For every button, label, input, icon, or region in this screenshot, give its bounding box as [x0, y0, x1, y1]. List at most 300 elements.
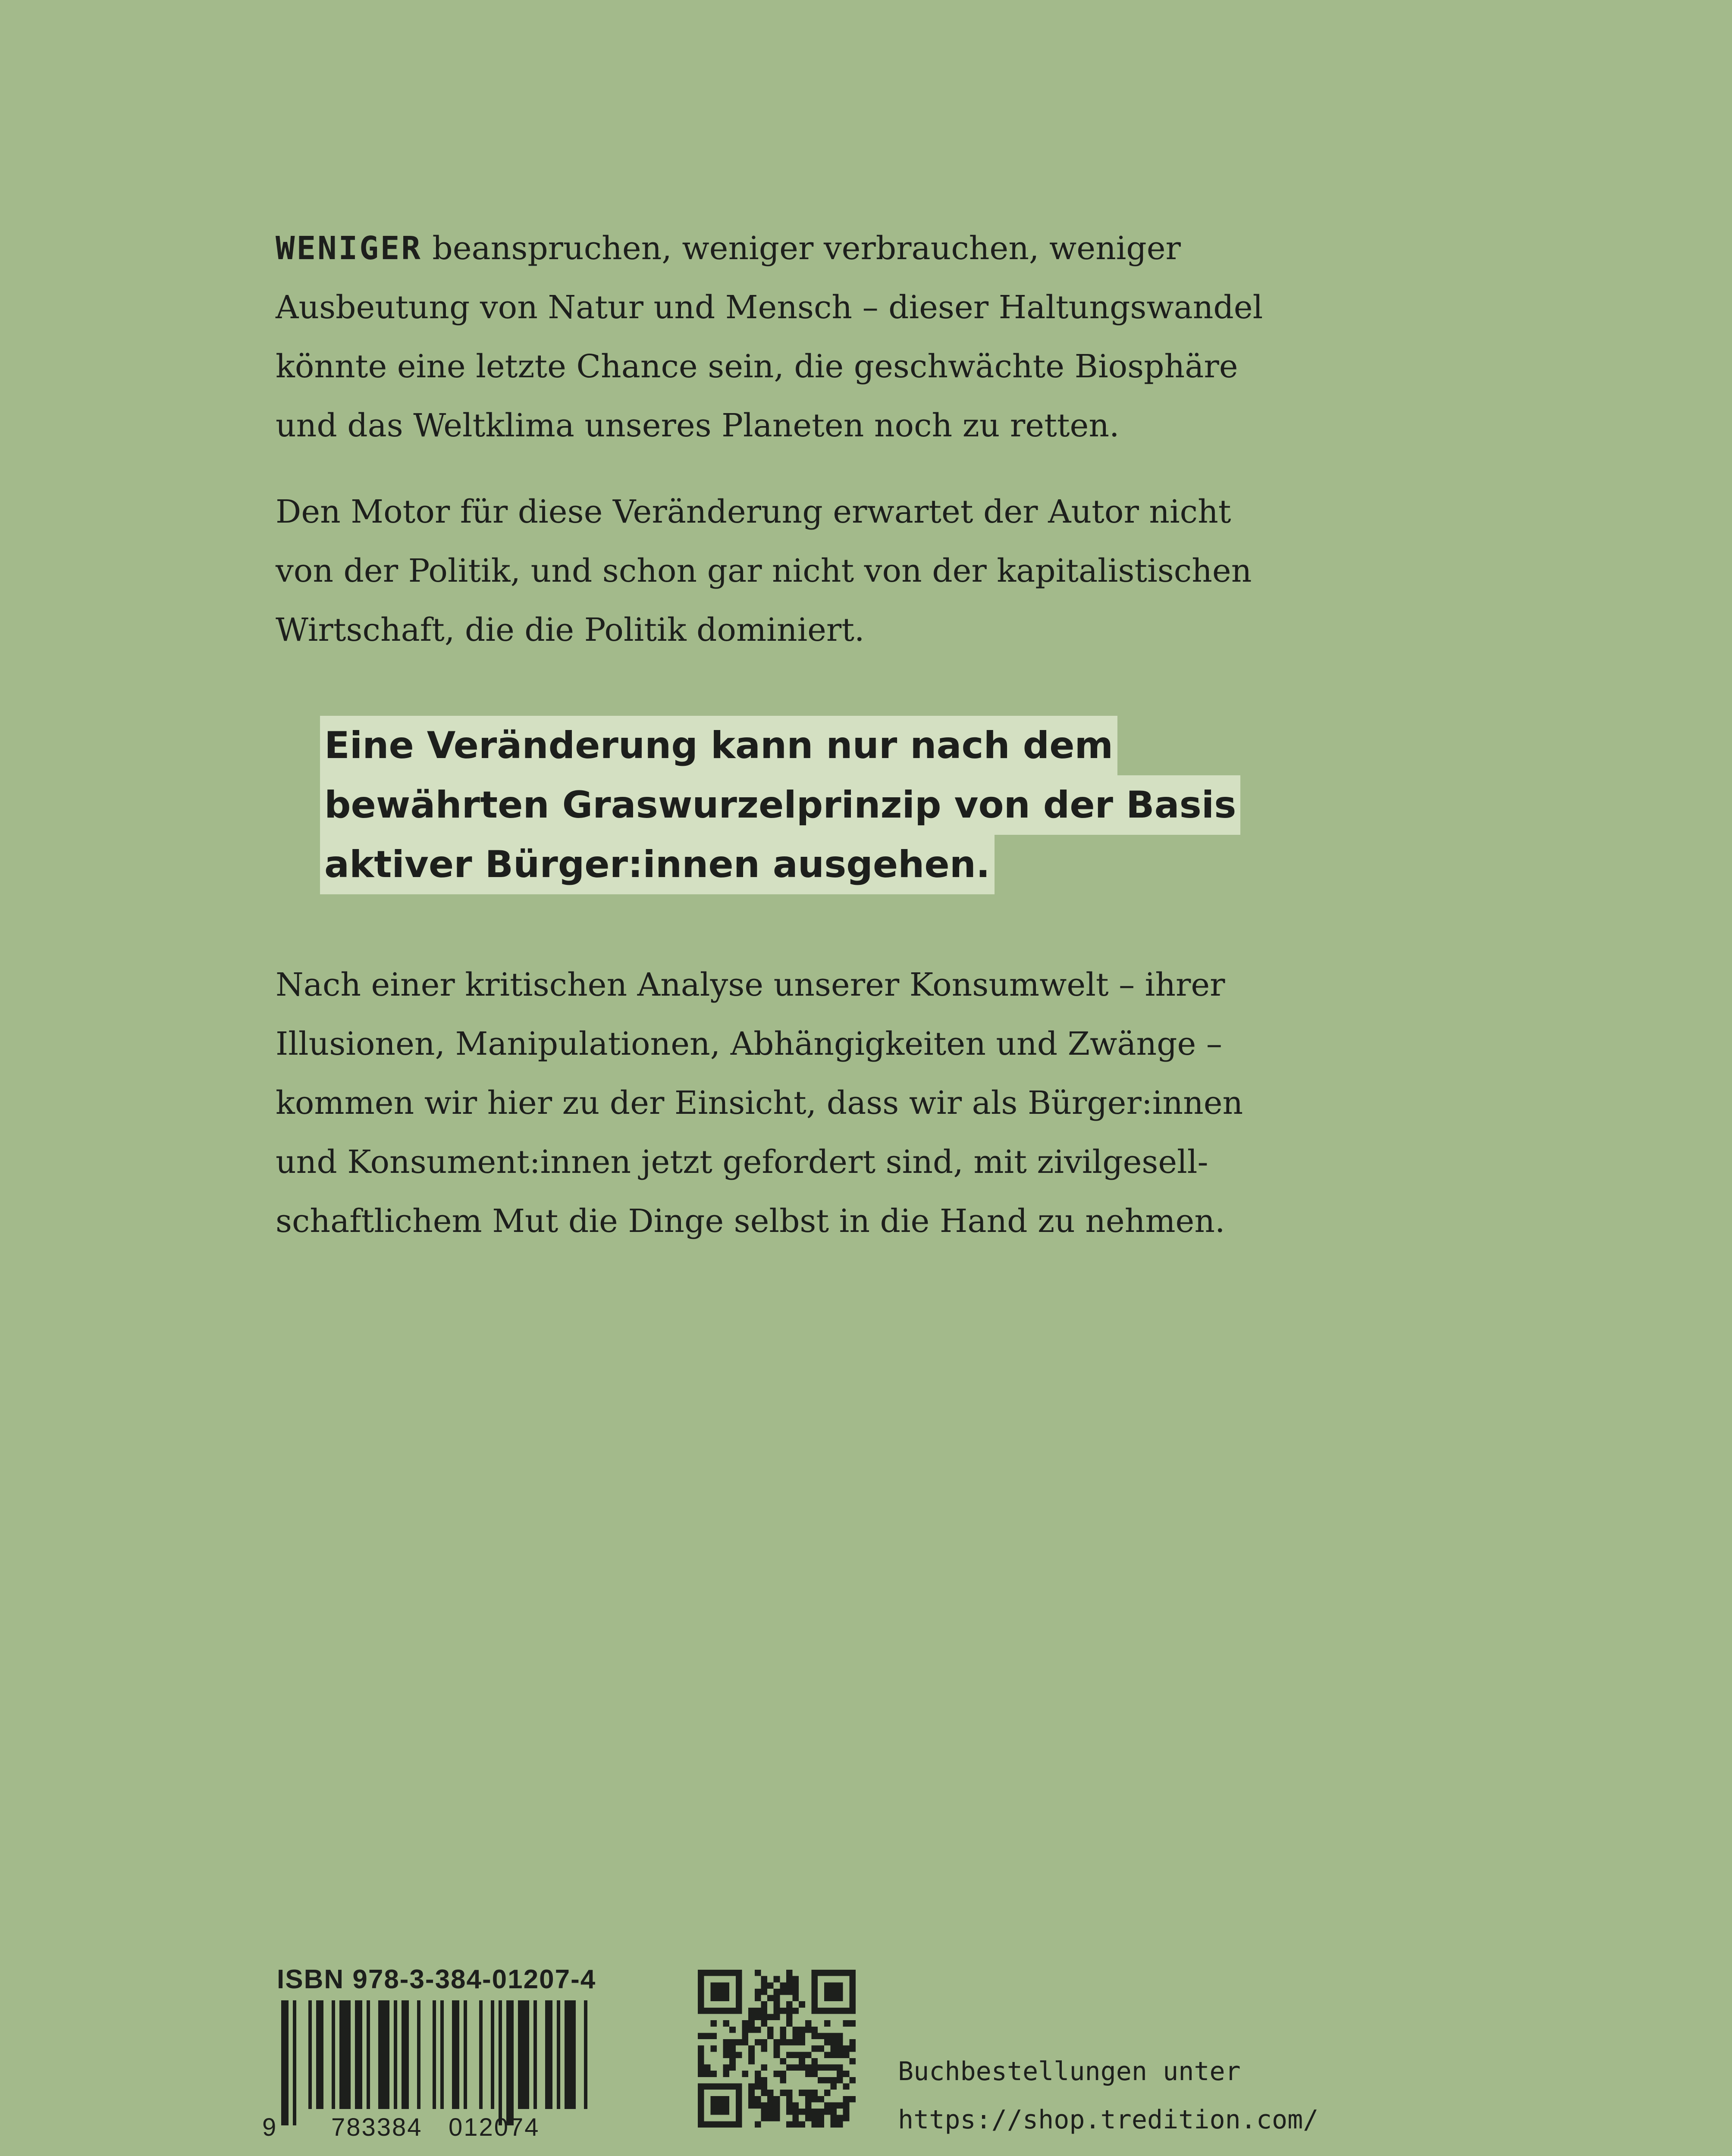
qr-module	[774, 2102, 780, 2109]
qr-module	[793, 2115, 799, 2122]
qr-module	[812, 2115, 818, 2122]
qr-module	[761, 2084, 767, 2090]
qr-module	[818, 2121, 824, 2128]
qr-module	[843, 2115, 850, 2122]
qr-module	[755, 2071, 761, 2077]
qr-module	[736, 1976, 742, 1983]
motor-line-2: von der Politik, und schon gar nicht von der kapitalistischen	[276, 552, 1252, 589]
qr-module	[780, 2008, 786, 2014]
qr-module	[805, 2065, 812, 2071]
qr-module	[786, 1982, 793, 1989]
qr-module	[736, 2121, 742, 2128]
barcode-bar	[440, 2000, 444, 2109]
qr-module	[704, 2071, 711, 2077]
qr-module	[824, 2052, 831, 2058]
qr-module	[698, 1989, 704, 1995]
qr-module	[755, 1970, 761, 1976]
barcode-bar	[565, 2000, 576, 2109]
qr-module	[849, 2001, 856, 2008]
qr-module	[843, 2046, 850, 2052]
qr-module	[818, 2033, 824, 2039]
motor-line-1: Den Motor für diese Veränderung erwartet der Autor nicht	[276, 493, 1231, 530]
qr-module	[812, 2027, 818, 2033]
qr-module	[723, 2084, 730, 2090]
qr-module	[780, 1982, 786, 1989]
qr-module	[748, 2052, 755, 2058]
qr-module	[799, 2001, 805, 2008]
qr-module	[812, 1995, 818, 2002]
qr-module	[843, 2071, 850, 2077]
intro-line-1: WENIGER beanspruchen, weniger verbrauchen, weniger	[276, 230, 1181, 267]
qr-module	[755, 2014, 761, 2020]
qr-module	[774, 1989, 780, 1995]
qr-module	[710, 1970, 717, 1976]
qr-module	[786, 2001, 793, 2008]
qr-module	[742, 2027, 748, 2033]
qr-module	[830, 2102, 837, 2109]
qr-module	[723, 2008, 730, 2014]
qr-module	[761, 2046, 767, 2052]
qr-module	[799, 2058, 805, 2065]
qr-module	[830, 2052, 837, 2058]
qr-module	[736, 2001, 742, 2008]
qr-module	[799, 2121, 805, 2128]
qr-module	[812, 2008, 818, 2014]
qr-module	[729, 2065, 736, 2071]
qr-module	[761, 2115, 767, 2122]
qr-module	[698, 2102, 704, 2109]
analysis-line-2: Illusionen, Manipulationen, Abhängigkeiten und Zwänge –	[276, 1025, 1222, 1062]
qr-module	[786, 2039, 793, 2046]
qr-module	[698, 2071, 704, 2077]
qr-module	[748, 2102, 755, 2109]
qr-module	[774, 1995, 780, 2002]
qr-module	[849, 2077, 856, 2084]
qr-module	[812, 2096, 818, 2103]
qr-module	[755, 1989, 761, 1995]
qr-module	[736, 1989, 742, 1995]
intro-paragraph	[276, 219, 1268, 455]
qr-module	[830, 1989, 837, 1995]
qr-module	[767, 2090, 774, 2096]
qr-module	[761, 2008, 767, 2014]
qr-module	[723, 2096, 730, 2103]
qr-module	[780, 2027, 786, 2033]
order-info	[898, 2047, 1318, 2144]
qr-module	[812, 1989, 818, 1995]
qr-module	[799, 2065, 805, 2071]
qr-module	[698, 1976, 704, 1983]
qr-module	[824, 2077, 831, 2084]
qr-module	[793, 2121, 799, 2128]
qr-module	[736, 2084, 742, 2090]
qr-module	[837, 2065, 843, 2071]
barcode-bar	[452, 2000, 459, 2109]
qr-module	[799, 2052, 805, 2058]
qr-module	[755, 2121, 761, 2128]
qr-module	[729, 2039, 736, 2046]
qr-module	[786, 2121, 793, 2128]
analysis-line-5: schaftlichem Mut die Dinge selbst in die Hand zu nehmen.	[276, 1203, 1225, 1240]
qr-module	[761, 2020, 767, 2027]
qr-module	[843, 2102, 850, 2109]
qr-module	[774, 2001, 780, 2008]
qr-module	[812, 1982, 818, 1989]
qr-module	[780, 2058, 786, 2065]
qr-module	[736, 2052, 742, 2058]
qr-module	[824, 2008, 831, 2014]
qr-module	[698, 1995, 704, 2002]
qr-module	[736, 2115, 742, 2122]
qr-module	[767, 1995, 774, 2002]
qr-module	[710, 1982, 717, 1989]
qr-module	[843, 2052, 850, 2058]
qr-module	[837, 2115, 843, 2122]
qr-module	[698, 2090, 704, 2096]
qr-module	[729, 2084, 736, 2090]
qr-module	[723, 1982, 730, 1989]
order-label: Buchbestellungen unter	[898, 2056, 1241, 2087]
qr-module	[710, 1989, 717, 1995]
qr-module	[717, 1989, 723, 1995]
qr-module	[843, 2008, 850, 2014]
qr-module	[830, 2077, 837, 2084]
qr-module	[830, 2033, 837, 2039]
qr-module	[830, 2046, 837, 2052]
qr-module	[837, 2077, 843, 2084]
intro-line-2: Ausbeutung von Natur und Mensch – dieser Haltungswandel	[276, 289, 1263, 326]
qr-module	[843, 1970, 850, 1976]
qr-module	[824, 1970, 831, 1976]
quote-line-1: Eine Veränderung kann nur nach dem	[320, 716, 1117, 775]
qr-module	[780, 2071, 786, 2077]
qr-module	[774, 2046, 780, 2052]
qr-module	[729, 2052, 736, 2058]
barcode-bar	[308, 2000, 312, 2109]
qr-module	[710, 2109, 717, 2115]
barcode-bars	[281, 2000, 587, 2125]
qr-module	[767, 2096, 774, 2103]
qr-module	[805, 2115, 812, 2122]
qr-module	[774, 2008, 780, 2014]
qr-module	[793, 2027, 799, 2033]
qr-module	[786, 2109, 793, 2115]
qr-module	[793, 2109, 799, 2115]
qr-module	[723, 2109, 730, 2115]
qr-module	[761, 2039, 767, 2046]
qr-module	[818, 2096, 824, 2103]
qr-module	[799, 2039, 805, 2046]
qr-module	[723, 2052, 730, 2058]
qr-module	[786, 2014, 793, 2020]
qr-module	[767, 2027, 774, 2033]
qr-module	[812, 2065, 818, 2071]
qr-module	[717, 2008, 723, 2014]
qr-module	[767, 2115, 774, 2122]
qr-module	[698, 2001, 704, 2008]
qr-module	[717, 2102, 723, 2109]
lead-word: WENIGER	[276, 230, 422, 267]
qr-code[interactable]	[698, 1970, 856, 2128]
qr-module	[736, 2039, 742, 2046]
qr-module	[767, 2102, 774, 2109]
qr-module	[774, 2014, 780, 2020]
qr-module	[824, 2090, 831, 2096]
qr-module	[812, 2046, 818, 2052]
motor-paragraph	[276, 483, 1268, 660]
qr-module	[812, 2033, 818, 2039]
qr-module	[812, 2071, 818, 2077]
barcode-bar	[533, 2000, 537, 2109]
barcode-bar	[293, 2000, 296, 2125]
analysis-paragraph	[276, 956, 1268, 1251]
qr-module	[717, 2121, 723, 2128]
qr-module	[793, 2052, 799, 2058]
quote-line-2: bewährten Graswurzelprinzip von der Basis	[320, 775, 1240, 835]
qr-module	[723, 2102, 730, 2109]
qr-module	[824, 2102, 831, 2109]
quote-line-3: aktiver Bürger:innen ausgehen.	[320, 835, 995, 894]
qr-module	[830, 2039, 837, 2046]
qr-module	[843, 2020, 850, 2027]
qr-module	[767, 1982, 774, 1989]
qr-module	[780, 2090, 786, 2096]
barcode-bar	[316, 2000, 323, 2109]
qr-module	[849, 2058, 856, 2065]
qr-module	[824, 1989, 831, 1995]
qr-module	[837, 1982, 843, 1989]
qr-module	[812, 2109, 818, 2115]
intro-line-3: könnte eine letzte Chance sein, die geschwächte Biosphäre	[276, 348, 1238, 385]
qr-module	[723, 2020, 730, 2027]
qr-module	[849, 2096, 856, 2103]
qr-module	[805, 2096, 812, 2103]
qr-module	[774, 1976, 780, 1983]
qr-module	[812, 2090, 818, 2096]
barcode-bar	[417, 2000, 420, 2109]
qr-module	[774, 2109, 780, 2115]
qr-module	[786, 2096, 793, 2103]
qr-module	[736, 1982, 742, 1989]
qr-module	[698, 2033, 704, 2039]
qr-module	[824, 1982, 831, 1989]
qr-module	[805, 2102, 812, 2109]
qr-module	[748, 2090, 755, 2096]
qr-module	[793, 1995, 799, 2002]
analysis-line-1: Nach einer kritischen Analyse unserer Konsumwelt – ihrer	[276, 966, 1225, 1003]
barcode-bar	[499, 2000, 502, 2125]
barcode-bar	[464, 2000, 467, 2109]
qr-module	[824, 2109, 831, 2115]
qr-module	[723, 1970, 730, 1976]
qr-module	[748, 2096, 755, 2103]
qr-module	[786, 1989, 793, 1995]
qr-modules	[698, 1970, 856, 2128]
qr-module	[755, 2096, 761, 2103]
qr-module	[805, 2020, 812, 2027]
qr-module	[793, 1982, 799, 1989]
barcode-bar	[355, 2000, 362, 2109]
qr-module	[824, 2039, 831, 2046]
qr-module	[830, 1982, 837, 1989]
qr-module	[830, 2065, 837, 2071]
analysis-line-4: und Konsument:innen jetzt gefordert sind, mit zivilgesell-	[276, 1144, 1208, 1181]
qr-module	[723, 2046, 730, 2052]
barcode-digit-lead: 9	[262, 2113, 276, 2141]
qr-module	[698, 2058, 704, 2065]
qr-module	[799, 2109, 805, 2115]
qr-module	[698, 2052, 704, 2058]
qr-module	[736, 2102, 742, 2109]
qr-module	[837, 2039, 843, 2046]
qr-module	[780, 2077, 786, 2084]
qr-module	[786, 2020, 793, 2027]
qr-module	[799, 2033, 805, 2039]
qr-module	[805, 2109, 812, 2115]
qr-module	[761, 2065, 767, 2071]
qr-module	[704, 2084, 711, 2090]
qr-module	[805, 2090, 812, 2096]
qr-module	[767, 2109, 774, 2115]
qr-module	[837, 1989, 843, 1995]
qr-module	[761, 2109, 767, 2115]
qr-module	[849, 1976, 856, 1983]
qr-module	[748, 2084, 755, 2090]
qr-module	[818, 2065, 824, 2071]
qr-module	[717, 2084, 723, 2090]
qr-module	[755, 2039, 761, 2046]
qr-module	[837, 2046, 843, 2052]
qr-module	[837, 2033, 843, 2039]
qr-module	[698, 2109, 704, 2115]
qr-module	[812, 2001, 818, 2008]
barcode-bar	[339, 2000, 351, 2109]
qr-module	[736, 2109, 742, 2115]
qr-module	[742, 2071, 748, 2077]
order-url[interactable]: https://shop.tredition.com/	[898, 2105, 1319, 2135]
qr-module	[818, 2109, 824, 2115]
qr-module	[729, 2008, 736, 2014]
qr-module	[849, 2020, 856, 2027]
qr-module	[761, 2014, 767, 2020]
qr-module	[736, 2090, 742, 2096]
qr-module	[717, 2096, 723, 2103]
qr-module	[843, 2096, 850, 2103]
qr-module	[704, 2065, 711, 2071]
qr-module	[830, 2115, 837, 2122]
qr-module	[812, 1976, 818, 1983]
qr-module	[780, 2033, 786, 2039]
qr-module	[698, 2121, 704, 2128]
qr-module	[761, 2090, 767, 2096]
isbn-barcode	[259, 1999, 595, 2141]
qr-module	[761, 2001, 767, 2008]
qr-module	[793, 2008, 799, 2014]
qr-module	[710, 2020, 717, 2027]
intro-line-4: und das Weltklima unseres Planeten noch zu retten.	[276, 407, 1120, 444]
qr-module	[710, 2121, 717, 2128]
qr-module	[742, 2020, 748, 2027]
qr-module	[774, 2096, 780, 2103]
barcode-bar	[433, 2000, 436, 2109]
qr-module	[849, 2039, 856, 2046]
qr-module	[698, 1982, 704, 1989]
qr-module	[736, 1970, 742, 1976]
barcode-digits-right: 012074	[449, 2113, 540, 2141]
qr-module	[812, 2121, 818, 2128]
qr-module	[755, 2008, 761, 2014]
qr-module	[710, 2071, 717, 2077]
qr-module	[761, 1989, 767, 1995]
qr-module	[698, 2084, 704, 2090]
qr-module	[717, 1970, 723, 1976]
qr-module	[830, 1995, 837, 2002]
qr-module	[723, 1989, 730, 1995]
qr-module	[710, 2046, 717, 2052]
qr-module	[736, 2008, 742, 2014]
qr-module	[799, 2027, 805, 2033]
barcode-bar	[545, 2000, 552, 2109]
highlight-quote	[320, 716, 1240, 894]
qr-module	[837, 1995, 843, 2002]
qr-module	[755, 2027, 761, 2033]
qr-module	[849, 1989, 856, 1995]
qr-module	[755, 2084, 761, 2090]
qr-module	[710, 2033, 717, 2039]
qr-module	[774, 2052, 780, 2058]
qr-module	[723, 2071, 730, 2077]
qr-module	[729, 2121, 736, 2128]
qr-module	[723, 2039, 730, 2046]
qr-module	[786, 2090, 793, 2096]
qr-module	[843, 2084, 850, 2090]
qr-module	[736, 1995, 742, 2002]
barcode-bar	[367, 2000, 370, 2109]
qr-module	[799, 2090, 805, 2096]
qr-module	[710, 2102, 717, 2109]
qr-module	[805, 2027, 812, 2033]
barcode-bar	[557, 2000, 560, 2109]
qr-module	[767, 2033, 774, 2039]
motor-line-3: Wirtschaft, die die Politik dominiert.	[276, 611, 865, 649]
qr-module	[698, 2008, 704, 2014]
barcode-bar	[332, 2000, 335, 2109]
qr-module	[837, 2071, 843, 2077]
qr-module	[837, 2121, 843, 2128]
qr-module	[830, 2109, 837, 2115]
qr-module	[748, 2058, 755, 2065]
qr-module	[723, 2121, 730, 2128]
barcode-bar	[518, 2000, 529, 2109]
qr-module	[793, 2033, 799, 2039]
qr-module	[805, 2052, 812, 2058]
qr-module	[729, 1970, 736, 1976]
qr-module	[748, 2046, 755, 2052]
qr-module	[786, 2008, 793, 2014]
qr-module	[812, 1970, 818, 1976]
qr-module	[698, 2046, 704, 2052]
isbn-label: ISBN 978-3-384-01207-4	[277, 1965, 596, 1994]
qr-module	[698, 1970, 704, 1976]
qr-module	[704, 2033, 711, 2039]
qr-module	[780, 2039, 786, 2046]
qr-module	[793, 2039, 799, 2046]
qr-module	[748, 2020, 755, 2027]
qr-module	[704, 2121, 711, 2128]
qr-module	[824, 2033, 831, 2039]
qr-module	[710, 2096, 717, 2103]
qr-module	[717, 1995, 723, 2002]
